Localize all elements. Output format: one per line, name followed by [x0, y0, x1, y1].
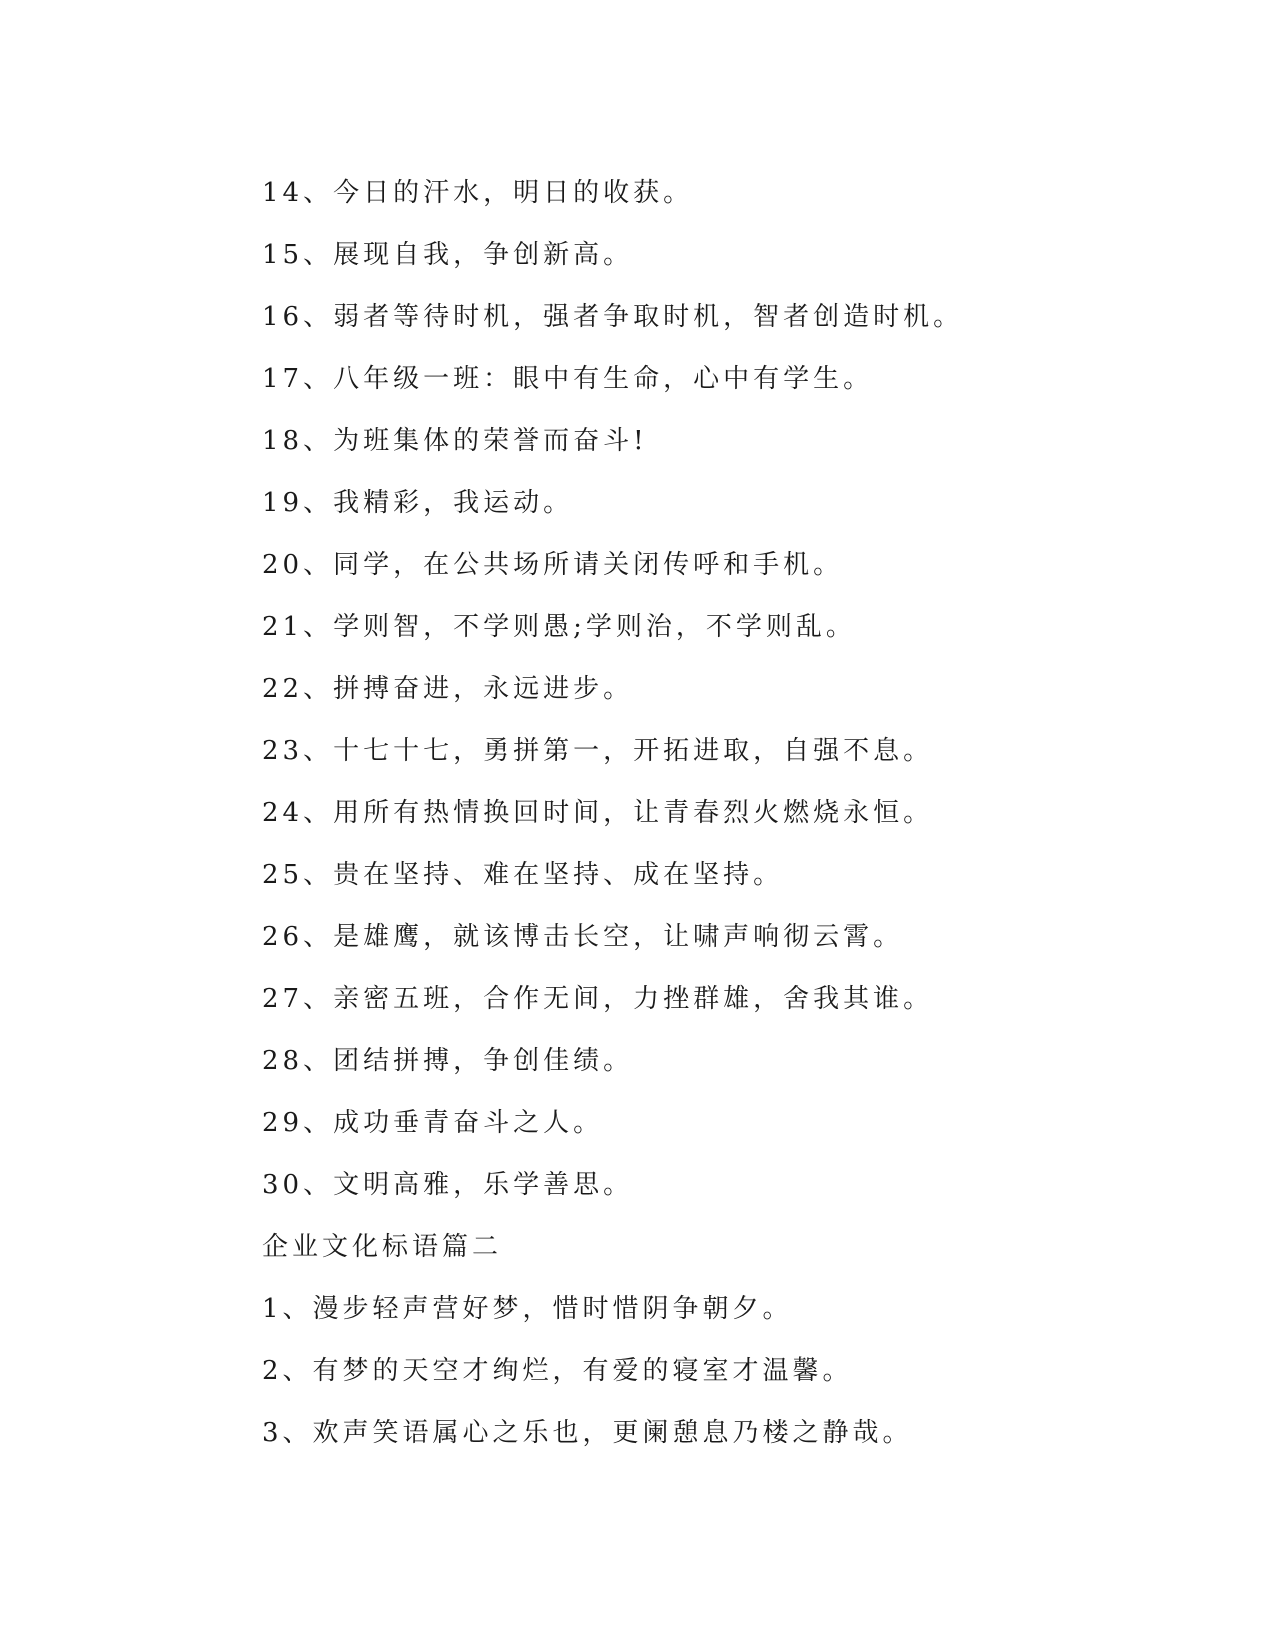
slogan-line: 1、漫步轻声营好梦，惜时惜阴争朝夕。: [262, 1294, 793, 1324]
document-body: [262, 162, 1022, 1464]
slogan-line: 20、同学，在公共场所请关闭传呼和手机。: [262, 550, 844, 580]
slogan-line: 14、今日的汗水，明日的收获。: [262, 178, 694, 208]
slogan-line: 29、成功垂青奋斗之人。: [262, 1108, 604, 1138]
slogan-line: 24、用所有热情换回时间，让青春烈火燃烧永恒。: [262, 798, 934, 828]
slogan-line: 19、我精彩，我运动。: [262, 488, 574, 518]
slogan-line: 15、展现自我，争创新高。: [262, 240, 634, 270]
slogan-line: 28、团结拼搏，争创佳绩。: [262, 1046, 634, 1076]
slogan-line: 21、学则智，不学则愚;学则治，不学则乱。: [262, 612, 856, 642]
section-heading: 企业文化标语篇二: [262, 1232, 503, 1262]
slogan-line: 3、欢声笑语属心之乐也，更阑憩息乃楼之静哉。: [262, 1418, 913, 1448]
slogan-line: 30、文明高雅，乐学善思。: [262, 1170, 634, 1200]
slogan-line: 16、弱者等待时机，强者争取时机，智者创造时机。: [262, 302, 964, 332]
slogan-line: 18、为班集体的荣誉而奋斗!: [262, 426, 648, 456]
slogan-line: 17、八年级一班：眼中有生命，心中有学生。: [262, 364, 874, 394]
slogan-line: 27、亲密五班，合作无间，力挫群雄，舍我其谁。: [262, 984, 934, 1014]
slogan-line: 25、贵在坚持、难在坚持、成在坚持。: [262, 860, 784, 890]
slogan-line: 23、十七十七，勇拼第一，开拓进取，自强不息。: [262, 736, 934, 766]
slogan-line: 22、拼搏奋进，永远进步。: [262, 674, 634, 704]
slogan-line: 26、是雄鹰，就该博击长空，让啸声响彻云霄。: [262, 922, 904, 952]
slogan-line: 2、有梦的天空才绚烂，有爱的寝室才温馨。: [262, 1356, 853, 1386]
